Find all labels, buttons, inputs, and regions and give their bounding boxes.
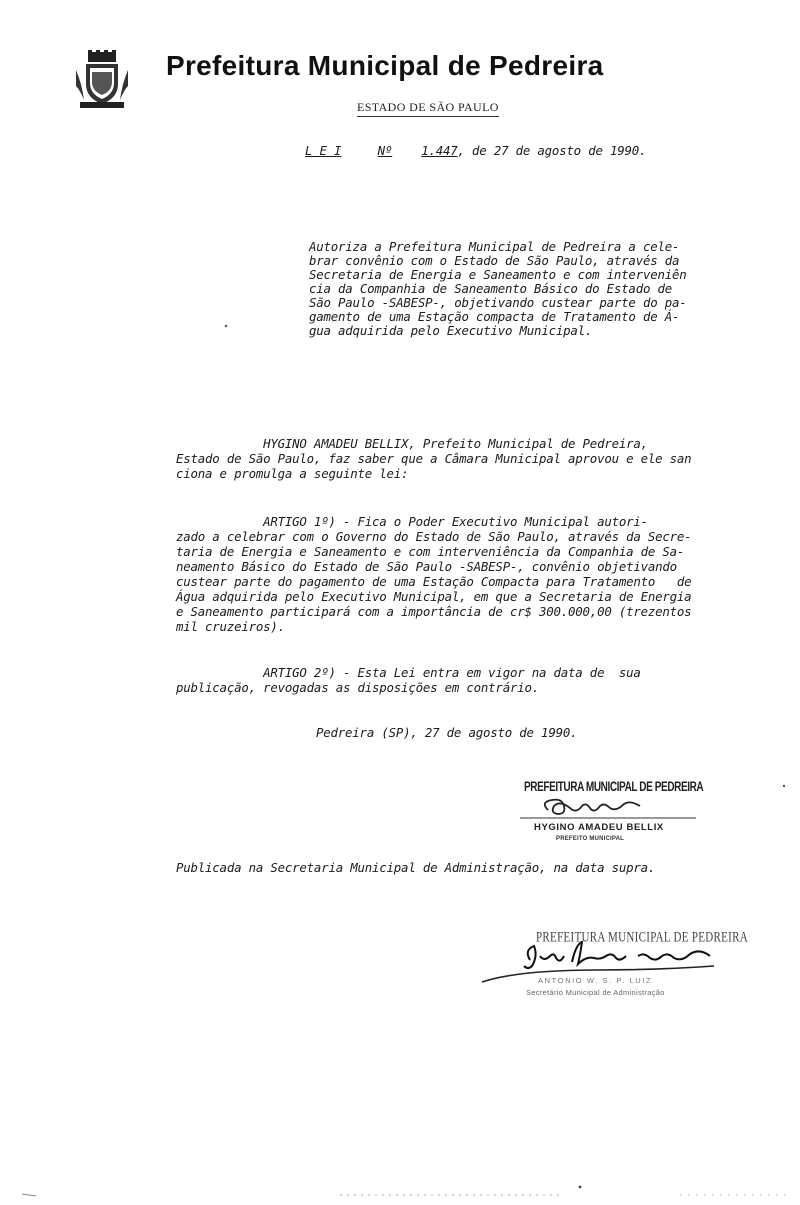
law-date: , de 27 de agosto de 1990. [457,143,647,158]
secretary-name: ANTONIO W. S. P. LUIZ [538,976,653,985]
secretary-signature-stamp [478,926,748,1006]
preamble-line: Estado de São Paulo, faz saber que a Câmara Municipal aprovou e ele san [176,451,692,466]
article-2 [176,665,641,695]
preamble-line: HYGINO AMADEU BELLIX, Prefeito Municipal de Pedreira, [176,436,648,451]
article-line: neamento Básico do Estado de São Paulo -SABESP-, convênio objetivando [176,559,677,574]
preamble-paragraph [176,436,691,481]
publication-note: Publicada na Secretaria Municipal de Administração, na data supra. [176,860,656,875]
state-subtitle: ESTADO DE SÃO PAULO [357,100,499,117]
article-line: mil cruzeiros). [176,619,285,634]
article-line: ARTIGO 2º) - Esta Lei entra em vigor na data de sua [176,665,641,680]
mayor-name: HYGINO AMADEU BELLIX [534,822,664,833]
mayor-signature-stamp [500,780,704,850]
law-summary [309,240,687,338]
summary-line: São Paulo -SABESP-, objetivando custear parte do pa- [309,295,687,310]
article-line: Água adquirida pelo Executivo Municipal, em que a Secretaria de Energia [176,589,692,604]
law-prefix: L E I [305,143,342,158]
summary-line: gamento de uma Estação compacta de Tratamento de Á- [309,309,680,324]
law-heading [305,143,646,158]
article-1 [176,514,691,634]
article-line: taria de Energia e Saneamento e com interveniência da Companhia de Sa- [176,544,685,559]
summary-line: Secretaria de Energia e Saneamento e com interveniên [309,267,687,282]
mayor-role: PREFEITO MUNICIPAL [556,836,625,842]
preamble-line: ciona e promulga a seguinte lei: [176,466,409,481]
article-line: ARTIGO 1º) - Fica o Poder Executivo Municipal autori- [176,514,648,529]
secretary-stamp-header: PREFEITURA MUNICIPAL DE PEDREIRA [536,930,748,946]
summary-line: Autoriza a Prefeitura Municipal de Pedreira a cele- [309,239,680,254]
place-date: Pedreira (SP), 27 de agosto de 1990. [316,725,578,740]
article-line: e Saneamento participará com a importância de cr$ 300.000,00 (trezentos [176,604,692,619]
secretary-role: Secretário Municipal de Administração [526,988,665,997]
mayor-stamp-header: PREFEITURA MUNICIPAL DE PEDREIRA [524,780,704,796]
page-title: Prefeitura Municipal de Pedreira [166,50,604,81]
article-line: zado a celebrar com o Governo do Estado de São Paulo, através da Secre- [176,529,692,544]
summary-line: gua adquirida pelo Executivo Municipal. [309,323,593,338]
law-number-label: Nº [377,143,393,158]
summary-line: brar convênio com o Estado de São Paulo, através da [309,253,680,268]
coat-of-arms-icon [74,50,130,110]
summary-line: cia da Companhia de Saneamento Básico do Estado de [309,281,672,296]
law-number: 1.447 [421,143,458,158]
article-line: publicação, revogadas as disposições em contrário. [176,680,539,695]
article-line: custear parte do pagamento de uma Estação Compacta para Tratamento de [176,574,692,589]
